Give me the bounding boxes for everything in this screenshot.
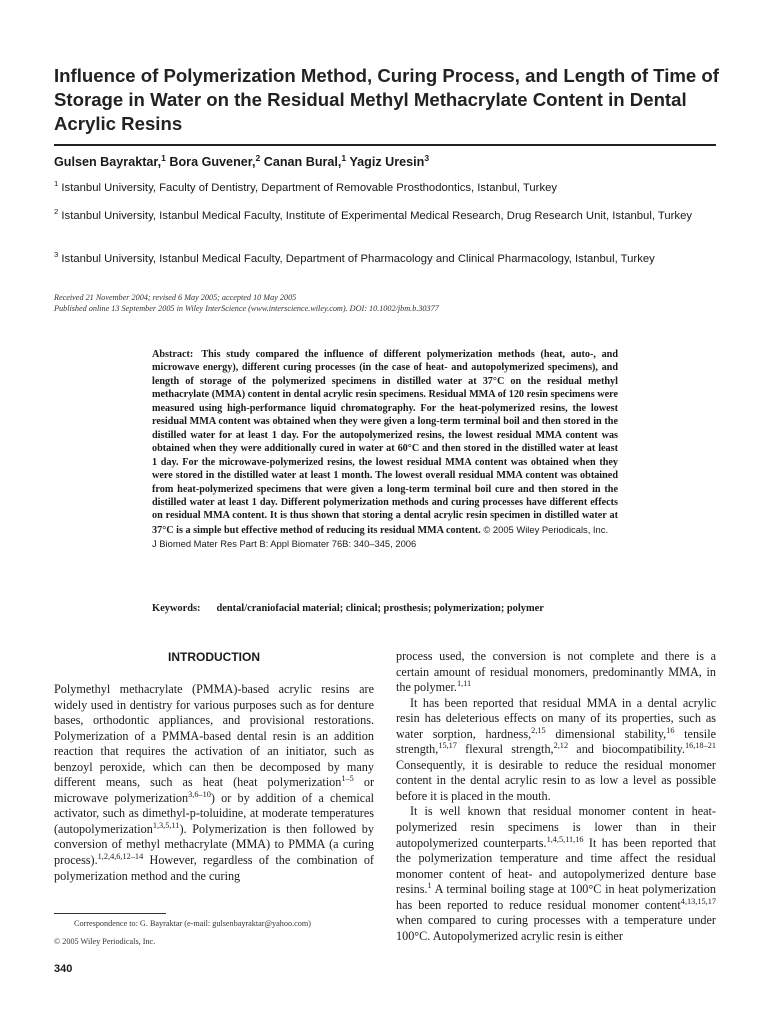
affiliation-mark: 3 (54, 250, 59, 260)
paper-title: Influence of Polymerization Method, Curing Process, and Length of Time of Storage in Water on the Residual Methyl Methacrylate Content in Dental Acrylic Resins (54, 65, 719, 134)
text-run: Consequently, it is desirable to reduce the residual monomer content in the dental acrylic resin to as low a level as possible before it is placed in the mouth. (396, 757, 716, 803)
citation-reference: 16,18–21 (684, 741, 716, 751)
affiliation-text: Istanbul University, Istanbul Medical Faculty, Department of Pharmacology and Clinical Pharmacology, Istanbul, Turkey (61, 253, 655, 265)
abstract-copyright: © 2005 Wiley Periodicals, Inc. (483, 523, 609, 535)
author-name: Bora Guvener, (169, 155, 256, 169)
keywords-label: Keywords: (152, 603, 201, 614)
citation-reference: 2,12 (553, 741, 569, 751)
correspondence-footnote: Correspondence to: G. Bayraktar (e-mail: gulsenbayraktar@yahoo.com) (74, 919, 311, 928)
citation-reference: 15,17 (438, 741, 457, 751)
affiliation-text: Istanbul University, Faculty of Dentistry, Department of Removable Prosthodontics, Istanbul, Turkey (61, 182, 558, 194)
text-run: A terminal boiling stage at 100°C in heat polymerization has been reported to reduce residual monomer content (396, 882, 716, 912)
citation-reference: 1 (427, 881, 432, 891)
affiliation-text: Istanbul University, Istanbul Medical Faculty, Institute of Experimental Medical Research, Drug Research Unit, Istanbul, Turkey (61, 210, 693, 222)
citation-reference: 1,3,5,11 (152, 820, 180, 830)
text-run: dimensional stability, (545, 726, 667, 741)
citation-reference: 3,6–10 (188, 789, 211, 799)
text-run: However, regardless of the combination of polymerization method and the curing (54, 853, 374, 883)
paragraph (396, 696, 716, 805)
author-affiliation-mark: 3 (424, 152, 430, 163)
title-divider (54, 144, 716, 146)
text-run: tensile strength, (396, 726, 716, 757)
text-run: ). Polymerization is then followed by conversion of methyl methacrylate (MMA) to PMMA (a curing process). (54, 821, 374, 868)
published-online: Published online 13 September 2005 in Wiley InterScience (www.interscience.wiley.com). DOI: 10.1002/jbm.b.30377 (54, 304, 439, 313)
citation-reference: 1,4,5,11,16 (546, 834, 584, 844)
citation-reference: 1,2,4,6,12–14 (97, 851, 144, 861)
keywords-text: dental/craniofacial material; clinical; prosthesis; polymerization; polymer (216, 603, 544, 614)
affiliation-mark: 2 (54, 207, 59, 217)
citation-reference: 1–5 (341, 774, 354, 784)
affiliation-3 (54, 251, 714, 267)
abstract-label: Abstract: (152, 349, 194, 360)
author-affiliation-mark: 2 (255, 152, 261, 163)
citation-reference: 2,15 (531, 725, 546, 735)
citation-reference: 16 (666, 725, 675, 735)
text-run: It has been reported that residual MMA in a dental acrylic resin has deleterious effects on many of its properties, such as water sorption, hardness, (396, 695, 716, 741)
footnote-divider (54, 913, 166, 914)
text-run: It has been reported that the polymerization temperature and time affect the residual monomer content of heat- and autopolymerized denture base resins. (396, 835, 716, 897)
paragraph (396, 804, 716, 944)
paragraph (396, 649, 716, 696)
text-run: and biocompatibility. (568, 742, 685, 757)
text-run: when compared to curing processes with a temperature under 100°C. Autopolymerized acrylic resin is either (396, 913, 716, 943)
journal-citation: J Biomed Mater Res Part B: Appl Biomater 76B: 340–345, 2006 (152, 538, 417, 550)
affiliation-2 (54, 208, 714, 224)
author-affiliation-mark: 1 (161, 152, 166, 163)
paragraph (54, 682, 374, 884)
page-number: 340 (54, 963, 73, 975)
citation-reference: 1,11 (456, 679, 472, 689)
text-run: flexural strength, (456, 742, 554, 757)
abstract-text: This study compared the influence of different polymerization methods (heat, auto-, and microwave energy), different curing processes (in the case of heat- and autopolymerized specimens), and length of storage of the polymerized specimens in distilled water at 37°C on the residual methyl methacrylate (MMA) content in dental acrylic resin specimens. Residual MMA of 120 resin specimens were measured using high-performance liquid chromatography. For the heat-polymerized resins, the lowest residual MMA content was obtained when they were given a long-term terminal boil and then stored in the distilled water for at least 1 day. For the autopolymerized resins, the lowest residual MMA content was obtained when they were additionally cured in water at 60°C and then stored in the distilled water at least 1 day. For the microwave-polymerized resins, the lowest residual MMA content was obtained when they were stored in the distilled water at least 1 month. The lowest overall residual MMA content was obtained from heat-polymerized specimens that were given a long-term terminal boil cure and then stored in the distilled water at least 1 day. Different polymerization methods and curing processes have different effects on residual MMA content. It is thus shown that storing a dental acrylic resin specimen in distilled water at 37°C is a simple but effective method of reducing its residual MMA content. (152, 349, 618, 536)
author-name: Yagiz Uresin (349, 155, 425, 169)
affiliation-1 (54, 180, 714, 196)
author-list (54, 152, 714, 169)
text-run: or microwave polymerization (54, 775, 375, 805)
publication-history (54, 292, 714, 314)
author-affiliation-mark: 1 (341, 152, 347, 163)
body-column-left (54, 682, 374, 884)
abstract (152, 348, 618, 551)
body-column-right (396, 649, 716, 944)
text-run: ) or by addition of a chemical activator, such as dimethyl-p-toluidine, at moderate temperatures (autopolymerization (54, 790, 374, 836)
received-dates: Received 21 November 2004; revised 6 May 2005; accepted 10 May 2005 (54, 293, 297, 302)
text-run: process used, the conversion is not complete and there is a certain amount of residual monomers, predominantly MMA, in the polymer. (396, 649, 716, 695)
copyright-notice: © 2005 Wiley Periodicals, Inc. (54, 937, 156, 946)
section-heading-introduction: INTRODUCTION (168, 650, 260, 664)
text-run: It is well known that residual monomer content in heat-polymerized resin specimens is lower than in their autopolymerized counterparts. (396, 804, 716, 850)
citation-reference: 4,13,15,17 (680, 896, 716, 906)
text-run: Polymethyl methacrylate (PMMA)-based acrylic resins are widely used in dentistry for various purposes such as for denture bases, orthodontic appliances, and provisional restorations. Polymerization of a PMMA-based dental resin is an addition reaction that requires the activation of an initiator, such as benzoyl peroxide, which can then be decomposed by many different means, such as heat (heat polymerization (54, 682, 374, 790)
author-name: Gulsen Bayraktar, (54, 155, 162, 169)
keywords (152, 603, 618, 614)
author-name: Canan Bural, (263, 155, 342, 169)
affiliation-mark: 1 (54, 179, 59, 189)
